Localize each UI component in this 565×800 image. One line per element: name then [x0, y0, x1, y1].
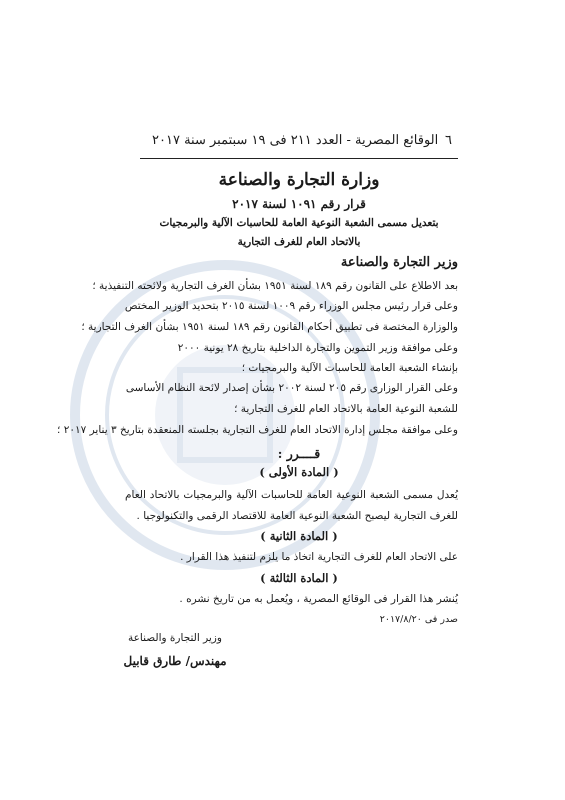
article-1-line: للغرف التجارية ليصبح الشعبة النوعية العامة للاقتصاد الرقمى والتكنولوجيا .	[136, 510, 458, 522]
subject-line-2: بالاتحاد العام للغرف التجارية	[237, 236, 361, 248]
preamble-line: وعلى القرار الوزارى رقم ٢٠٥ لسنة ٢٠٠٢ بشأن إصدار لائحة النظام الأساسى	[125, 382, 458, 394]
article-2-text: على الاتحاد العام للغرف التجارية اتخاذ ما يلزم لتنفيذ هذا القرار .	[180, 551, 458, 563]
running-title: الوقائع المصرية - العدد ٢١١ فى ١٩ سبتمبر سنة ٢٠١٧	[152, 133, 439, 148]
preamble-line: بإنشاء الشعبة العامة للحاسبات الآلية والبرمجيات ؛	[241, 362, 458, 374]
issuer-heading: وزير التجارة والصناعة	[340, 255, 458, 270]
decree-number: قرار رقم ١٠٩١ لسنة ٢٠١٧	[232, 197, 366, 211]
ministry-title: وزارة التجارة والصناعة	[218, 170, 380, 190]
article-3-text: يُنشر هذا القرار فى الوقائع المصرية ، ويُعمل به من تاريخ نشره .	[179, 593, 458, 605]
article-1-line: يُعدل مسمى الشعبة النوعية العامة للحاسبات الآلية والبرمجيات بالاتحاد العام	[125, 489, 458, 501]
signature-name: مهندس/ طارق قابيل	[123, 654, 227, 668]
page-number: ٦	[445, 133, 452, 148]
subject-line-1: بتعديل مسمى الشعبة النوعية العامة للحاسبات الآلية والبرمجيات	[159, 217, 439, 229]
article-1-heading: ( المادة الأولى )	[259, 465, 339, 479]
preamble-line: بعد الاطلاع على القانون رقم ١٨٩ لسنة ١٩٥١ بشأن الغرف التجارية ولائحته التنفيذية ؛	[92, 280, 458, 292]
article-3-heading: ( المادة الثالثة )	[260, 571, 338, 585]
preamble-line: للشعبة النوعية العامة بالاتحاد العام للغرف التجارية ؛	[234, 403, 458, 415]
header-divider	[140, 158, 458, 159]
preamble-line: والوزارة المختصة فى تطبيق أحكام القانون رقم ١٨٩ لسنة ١٩٥١ بشأن الغرف التجارية ؛	[81, 321, 458, 333]
signature-title: وزير التجارة والصناعة	[128, 632, 222, 644]
page-header	[152, 133, 452, 148]
preamble-line: وعلى قرار رئيس مجلس الوزراء رقم ١٠٠٩ لسنة ٢٠١٥ بتحديد الوزير المختص	[124, 300, 458, 312]
article-2-heading: ( المادة الثانية )	[260, 529, 338, 543]
decides-heading: قــــرر :	[277, 446, 321, 461]
preamble-line: وعلى موافقة مجلس إدارة الاتحاد العام للغرف التجارية بجلسته المنعقدة بتاريخ ٣ يناير ٢٠١٧ ؛	[57, 424, 458, 436]
preamble-line: وعلى موافقة وزير التموين والتجارة الداخلية بتاريخ ٢٨ يونية ٢٠٠٠	[177, 342, 458, 354]
issued-date: صدر فى ٢٠١٧/٨/٢٠	[379, 614, 458, 625]
